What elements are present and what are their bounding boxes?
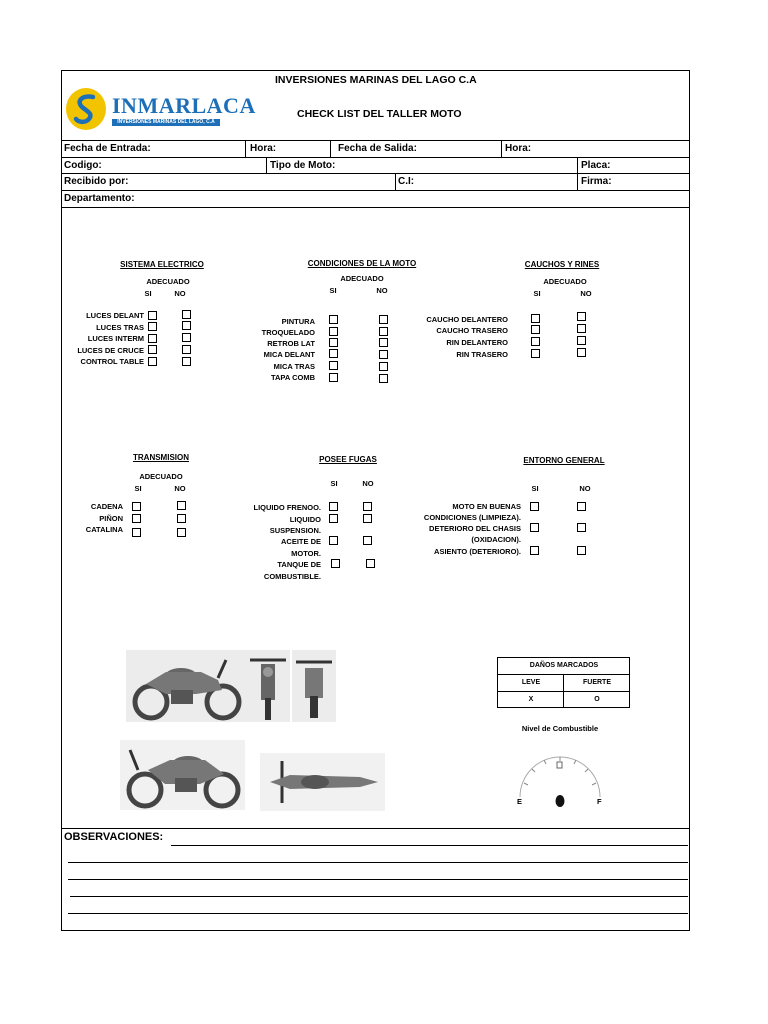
no-label: NO <box>174 484 186 493</box>
fuel-gauge-icon <box>510 745 610 809</box>
adecuado-label: ADECUADO <box>543 277 587 286</box>
checkbox-si[interactable] <box>329 536 338 545</box>
checkbox-no[interactable] <box>363 514 372 523</box>
checkbox-si[interactable] <box>329 502 338 511</box>
item-cadena: CADENA <box>90 502 123 511</box>
checkbox-si[interactable] <box>329 514 338 523</box>
no-label: NO <box>174 289 186 298</box>
observaciones-line[interactable] <box>68 879 688 880</box>
checkbox-si[interactable] <box>329 315 338 324</box>
no-label: NO <box>580 289 592 298</box>
checkbox-si[interactable] <box>531 314 540 323</box>
checkbox-no[interactable] <box>379 315 388 324</box>
checkbox-si[interactable] <box>530 546 539 555</box>
item-liquido-frenoo: LIQUIDO FRENOO. <box>253 503 321 512</box>
item-caucho-trasero: CAUCHO TRASERO <box>436 326 508 335</box>
danos-fuerte-label: FUERTE <box>583 679 611 686</box>
si-label: SI <box>134 484 142 493</box>
motorcycle-side-left-image <box>120 740 245 810</box>
checkbox-si[interactable] <box>530 502 539 511</box>
checkbox-si[interactable] <box>329 327 338 336</box>
danos-leve-mark: X <box>528 696 534 703</box>
observaciones-line[interactable] <box>171 845 688 846</box>
checkbox-no[interactable] <box>182 321 191 330</box>
observaciones-line[interactable] <box>68 862 688 863</box>
item-aceite-de: ACEITE DE <box>280 537 321 546</box>
checkbox-no[interactable] <box>182 333 191 342</box>
item-luces-delant: LUCES DELANT <box>86 311 144 320</box>
form-title: CHECK LIST DEL TALLER MOTO <box>297 108 462 120</box>
item-tanque-de: TANQUE DE <box>277 560 321 569</box>
section-title-electrico: SISTEMA ELECTRICO <box>120 260 204 269</box>
logo-tagline: INVERSIONES MARINAS DEL LAGO, C.A <box>112 119 220 126</box>
adecuado-label: ADECUADO <box>146 277 190 286</box>
company-name: INVERSIONES MARINAS DEL LAGO C.A <box>275 74 477 86</box>
checkbox-si[interactable] <box>329 373 338 382</box>
adecuado-label: ADECUADO <box>139 472 183 481</box>
section-title-transmision: TRANSMISION <box>133 453 189 462</box>
motorcycle-top-icon <box>260 753 385 811</box>
checkbox-si[interactable] <box>531 349 540 358</box>
item-pinon: PIÑON <box>99 514 123 523</box>
item-combustible: COMBUSTIBLE. <box>263 572 321 581</box>
checkbox-no[interactable] <box>363 536 372 545</box>
item-luces-interm: LUCES INTERM <box>87 334 144 343</box>
item-rin-delantero: RIN DELANTERO <box>446 338 508 347</box>
checkbox-no[interactable] <box>577 348 586 357</box>
item-retrob-lat: RETROB LAT <box>267 339 315 348</box>
checkbox-no[interactable] <box>379 362 388 371</box>
no-label: NO <box>362 479 374 488</box>
motorcycle-side-image <box>126 650 246 722</box>
checkbox-si[interactable] <box>148 345 157 354</box>
danos-leve-label: LEVE <box>521 679 541 686</box>
fuel-title: Nivel de Combustible <box>521 724 599 733</box>
checkbox-no[interactable] <box>182 357 191 366</box>
item-liquido: LIQUIDO <box>289 515 321 524</box>
checkbox-si[interactable] <box>148 322 157 331</box>
motorcycle-rear-image <box>292 650 336 722</box>
logo <box>64 86 256 132</box>
motorcycle-rear-icon <box>292 650 336 722</box>
checkbox-si[interactable] <box>329 361 338 370</box>
checkbox-no[interactable] <box>577 546 586 555</box>
si-label: SI <box>531 484 539 493</box>
item-caucho-delantero: CAUCHO DELANTERO <box>426 315 508 324</box>
recibido-label: Recibido por: <box>64 176 129 187</box>
item-troquelado: TROQUELADO <box>261 328 315 337</box>
checkbox-si[interactable] <box>531 337 540 346</box>
logo-mark-icon <box>64 86 108 132</box>
danos-fuerte-mark: O <box>594 696 600 703</box>
checkbox-no[interactable] <box>577 523 586 532</box>
adecuado-label: ADECUADO <box>340 274 384 283</box>
motorcycle-side-left-icon <box>120 740 245 810</box>
item-suspension: SUSPENSION. <box>269 526 321 535</box>
item-catalina: CATALINA <box>85 525 123 534</box>
section-title-fugas: POSEE FUGAS <box>319 455 377 464</box>
item-mica-delant: MICA DELANT <box>263 350 315 359</box>
checkbox-no[interactable] <box>577 502 586 511</box>
si-label: SI <box>330 479 338 488</box>
checkbox-si[interactable] <box>148 357 157 366</box>
item-deterioro-chasis: DETERIORO DEL CHASIS <box>429 524 521 533</box>
item-control-table: CONTROL TABLE <box>80 357 144 366</box>
item-oxidacion: (OXIDACION). <box>471 535 521 544</box>
checkbox-si[interactable] <box>530 523 539 532</box>
logo-name: INMARLACA <box>112 93 256 118</box>
fecha-entrada-label: Fecha de Entrada: <box>64 143 151 154</box>
checkbox-si[interactable] <box>331 559 340 568</box>
placa-label: Placa: <box>581 160 611 171</box>
checkbox-si[interactable] <box>329 338 338 347</box>
checkbox-no[interactable] <box>182 310 191 319</box>
hora-entrada-label: Hora: <box>250 143 277 154</box>
observaciones-line[interactable] <box>70 896 688 897</box>
checkbox-no[interactable] <box>577 312 586 321</box>
item-pintura: PINTURA <box>281 317 315 326</box>
checkbox-no[interactable] <box>177 501 186 510</box>
checkbox-no[interactable] <box>577 336 586 345</box>
checkbox-si[interactable] <box>132 514 141 523</box>
section-title-entorno: ENTORNO GENERAL <box>523 456 605 465</box>
observaciones-label: OBSERVACIONES: <box>64 831 164 843</box>
firma-label: Firma: <box>581 176 612 187</box>
danos-title: DAÑOS MARCADOS <box>529 662 599 669</box>
codigo-label: Codigo: <box>64 160 102 171</box>
ci-label: C.I: <box>398 176 415 187</box>
fuel-full-label: F <box>597 797 602 806</box>
item-luces-tras: LUCES TRAS <box>96 323 144 332</box>
si-label: SI <box>329 286 337 295</box>
fuel-gauge <box>510 745 610 809</box>
hora-salida-label: Hora: <box>505 143 532 154</box>
motorcycle-side-icon <box>126 650 246 722</box>
departamento-label: Departamento: <box>64 193 135 204</box>
item-mica-tras: MICA TRAS <box>273 362 315 371</box>
checkbox-no[interactable] <box>379 338 388 347</box>
motorcycle-front-icon <box>246 650 290 722</box>
checkbox-si[interactable] <box>132 502 141 511</box>
checkbox-no[interactable] <box>177 528 186 537</box>
section-title-cauchos: CAUCHOS Y RINES <box>524 260 600 269</box>
motorcycle-top-image <box>260 753 385 811</box>
danos-table <box>497 657 630 708</box>
checkbox-no[interactable] <box>379 327 388 336</box>
si-label: SI <box>533 289 541 298</box>
checkbox-no[interactable] <box>177 514 186 523</box>
checkbox-no[interactable] <box>182 345 191 354</box>
item-asiento: ASIENTO (DETERIORO). <box>434 547 521 556</box>
no-label: NO <box>376 286 388 295</box>
item-moto-buenas: MOTO EN BUENAS <box>452 502 521 511</box>
checkbox-si[interactable] <box>148 334 157 343</box>
checkbox-no[interactable] <box>363 502 372 511</box>
fuel-empty-label: E <box>517 797 523 806</box>
checkbox-si[interactable] <box>132 528 141 537</box>
motorcycle-front-image <box>246 650 290 722</box>
si-label: SI <box>144 289 152 298</box>
checkbox-si[interactable] <box>148 311 157 320</box>
checkbox-no[interactable] <box>366 559 375 568</box>
checkbox-no[interactable] <box>379 374 388 383</box>
item-condiciones-limpieza: CONDICIONES (LIMPIEZA). <box>423 513 521 522</box>
checkbox-no[interactable] <box>379 350 388 359</box>
checkbox-si[interactable] <box>329 349 338 358</box>
tipo-moto-label: Tipo de Moto: <box>270 160 336 171</box>
item-luces-cruce: LUCES DE CRUCE <box>77 346 144 355</box>
item-rin-trasero: RIN TRASERO <box>456 350 508 359</box>
checkbox-no[interactable] <box>577 324 586 333</box>
section-title-condiciones: CONDICIONES DE LA MOTO <box>307 259 417 268</box>
checkbox-si[interactable] <box>531 325 540 334</box>
no-label: NO <box>579 484 591 493</box>
observaciones-line[interactable] <box>68 913 688 914</box>
item-motor: MOTOR. <box>291 549 321 558</box>
fecha-salida-label: Fecha de Salida: <box>338 143 417 154</box>
item-tapa-comb: TAPA COMB <box>270 373 315 382</box>
